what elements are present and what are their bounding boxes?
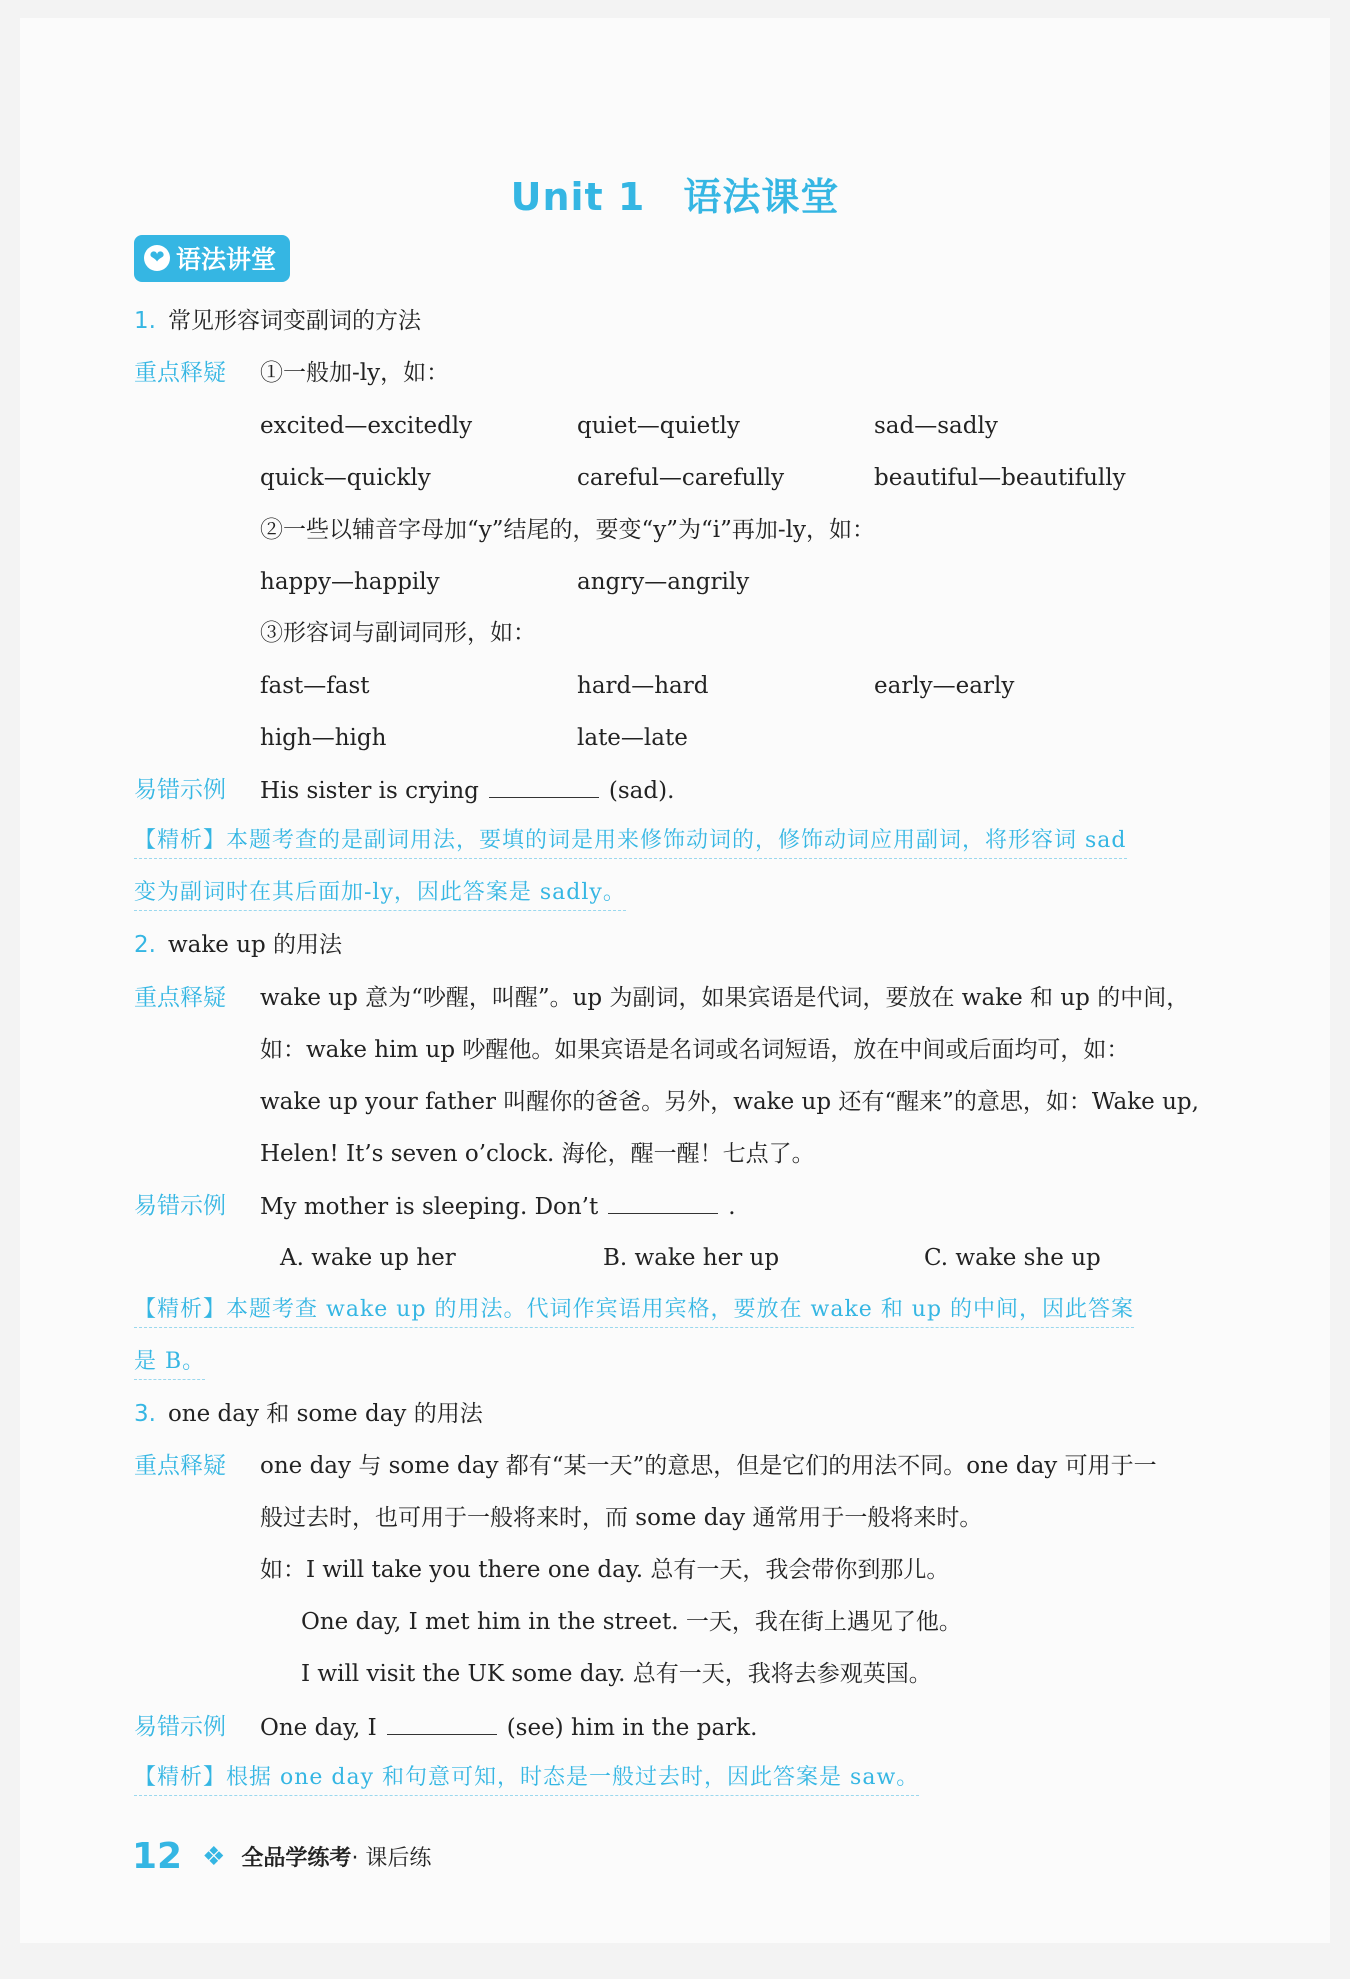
answer-blank bbox=[608, 1191, 718, 1214]
title-name: 语法课堂 bbox=[683, 175, 840, 219]
example: early—early bbox=[874, 673, 1015, 699]
question-hint: (sad). bbox=[608, 778, 675, 804]
example: fast—fast bbox=[260, 673, 370, 699]
example: happy—happily bbox=[260, 569, 440, 595]
option-b: B. wake her up bbox=[603, 1245, 780, 1271]
key-point-label: 重点释疑 bbox=[134, 1453, 226, 1479]
question-end: . bbox=[728, 1194, 736, 1220]
explanation-line: one day 与 some day 都有“某一天”的意思，但是它们的用法不同。one day 可用于一 bbox=[260, 1453, 1157, 1479]
explanation-line: I will visit the UK some day. 总有一天，我将去参观英国。 bbox=[301, 1661, 932, 1687]
explanation-line: wake up 意为“吵醒，叫醒”。up 为副词，如果宾语是代词，要放在 wake 和 up 的中间， bbox=[260, 985, 1190, 1011]
page-footer bbox=[132, 1836, 431, 1877]
explanation-line: Helen! It’s seven o’clock. 海伦，醒一醒！七点了。 bbox=[260, 1141, 815, 1167]
section-1-heading bbox=[134, 306, 421, 336]
unit-label: Unit 1 bbox=[510, 175, 646, 219]
section-number: 3. bbox=[134, 1401, 156, 1427]
section-2-heading bbox=[134, 930, 342, 960]
option-a: A. wake up her bbox=[280, 1245, 456, 1271]
example: quiet—quietly bbox=[577, 413, 740, 439]
key-point-label: 重点释疑 bbox=[134, 985, 226, 1011]
example: high—high bbox=[260, 725, 387, 751]
question-hint: (see) him in the park. bbox=[506, 1715, 758, 1741]
error-example-label: 易错示例 bbox=[134, 1714, 226, 1740]
key-point-label: 重点释疑 bbox=[134, 360, 226, 386]
rule-2: ②一些以辅音字母加“y”结尾的，要变“y”为“i”再加-ly，如： bbox=[260, 517, 876, 543]
analysis-line: 是 B。 bbox=[134, 1347, 205, 1380]
analysis-line: 【精析】本题考查的是副词用法，要填的词是用来修饰动词的，修饰动词应用副词，将形容词 sad bbox=[134, 826, 1127, 859]
analysis-line: 【精析】根据 one day 和句意可知，时态是一般过去时，因此答案是 saw。 bbox=[134, 1763, 919, 1796]
option-c: C. wake she up bbox=[924, 1245, 1101, 1271]
error-example-label: 易错示例 bbox=[134, 777, 226, 803]
error-example bbox=[260, 1712, 757, 1743]
book-title bbox=[241, 1841, 431, 1872]
analysis-line: 变为副词时在其后面加-ly，因此答案是 sadly。 bbox=[134, 878, 626, 911]
chat-bubble-icon: ❤ bbox=[144, 245, 170, 271]
example: angry—angrily bbox=[577, 569, 750, 595]
page-title bbox=[20, 166, 1330, 221]
example: hard—hard bbox=[577, 673, 709, 699]
explanation-line: One day, I met him in the street. 一天，我在街上遇见了他。 bbox=[301, 1609, 962, 1635]
example: late—late bbox=[577, 725, 688, 751]
answer-blank bbox=[387, 1712, 497, 1735]
example: quick—quickly bbox=[260, 465, 431, 491]
book-name: 全品学练考 bbox=[241, 1846, 352, 1871]
example: sad—sadly bbox=[874, 413, 998, 439]
book-subtitle: · 课后练 bbox=[351, 1846, 432, 1871]
rule-3: ③形容词与副词同形，如： bbox=[260, 620, 536, 646]
heading-text: wake up 的用法 bbox=[167, 932, 343, 958]
section-number: 2. bbox=[134, 932, 156, 958]
answer-blank bbox=[489, 775, 599, 798]
explanation-line: 般过去时，也可用于一般将来时，而 some day 通常用于一般将来时。 bbox=[260, 1505, 983, 1531]
page-number: 12 bbox=[132, 1836, 183, 1877]
question-text: One day, I bbox=[260, 1715, 377, 1741]
diamond-icon: ❖ bbox=[202, 1841, 226, 1872]
heading-text: one day 和 some day 的用法 bbox=[167, 1401, 483, 1427]
explanation-line: wake up your father 叫醒你的爸爸。另外，wake up 还有“醒来”的意思，如：Wake up, bbox=[260, 1089, 1199, 1115]
question-text: My mother is sleeping. Don’t bbox=[260, 1194, 599, 1220]
example: careful—carefully bbox=[577, 465, 785, 491]
section-tag bbox=[134, 235, 290, 282]
error-example bbox=[260, 1191, 736, 1222]
error-example-label: 易错示例 bbox=[134, 1193, 226, 1219]
explanation-line: 如：I will take you there one day. 总有一天，我会带你到那儿。 bbox=[260, 1557, 950, 1583]
rule-1: ①一般加-ly，如： bbox=[260, 360, 450, 386]
section-3-heading bbox=[134, 1399, 483, 1429]
question-text: His sister is crying bbox=[260, 778, 479, 804]
analysis-line: 【精析】本题考查 wake up 的用法。代词作宾语用宾格，要放在 wake 和 up 的中间，因此答案 bbox=[134, 1295, 1134, 1328]
section-tag-text: 语法讲堂 bbox=[176, 245, 277, 274]
page bbox=[20, 18, 1330, 1943]
example: beautiful—beautifully bbox=[874, 465, 1126, 491]
heading-text: 常见形容词变副词的方法 bbox=[167, 308, 421, 334]
section-number: 1. bbox=[134, 308, 156, 334]
example: excited—excitedly bbox=[260, 413, 473, 439]
explanation-line: 如：wake him up 吵醒他。如果宾语是名词或名词短语，放在中间或后面均可，如： bbox=[260, 1037, 1130, 1063]
error-example bbox=[260, 775, 674, 806]
